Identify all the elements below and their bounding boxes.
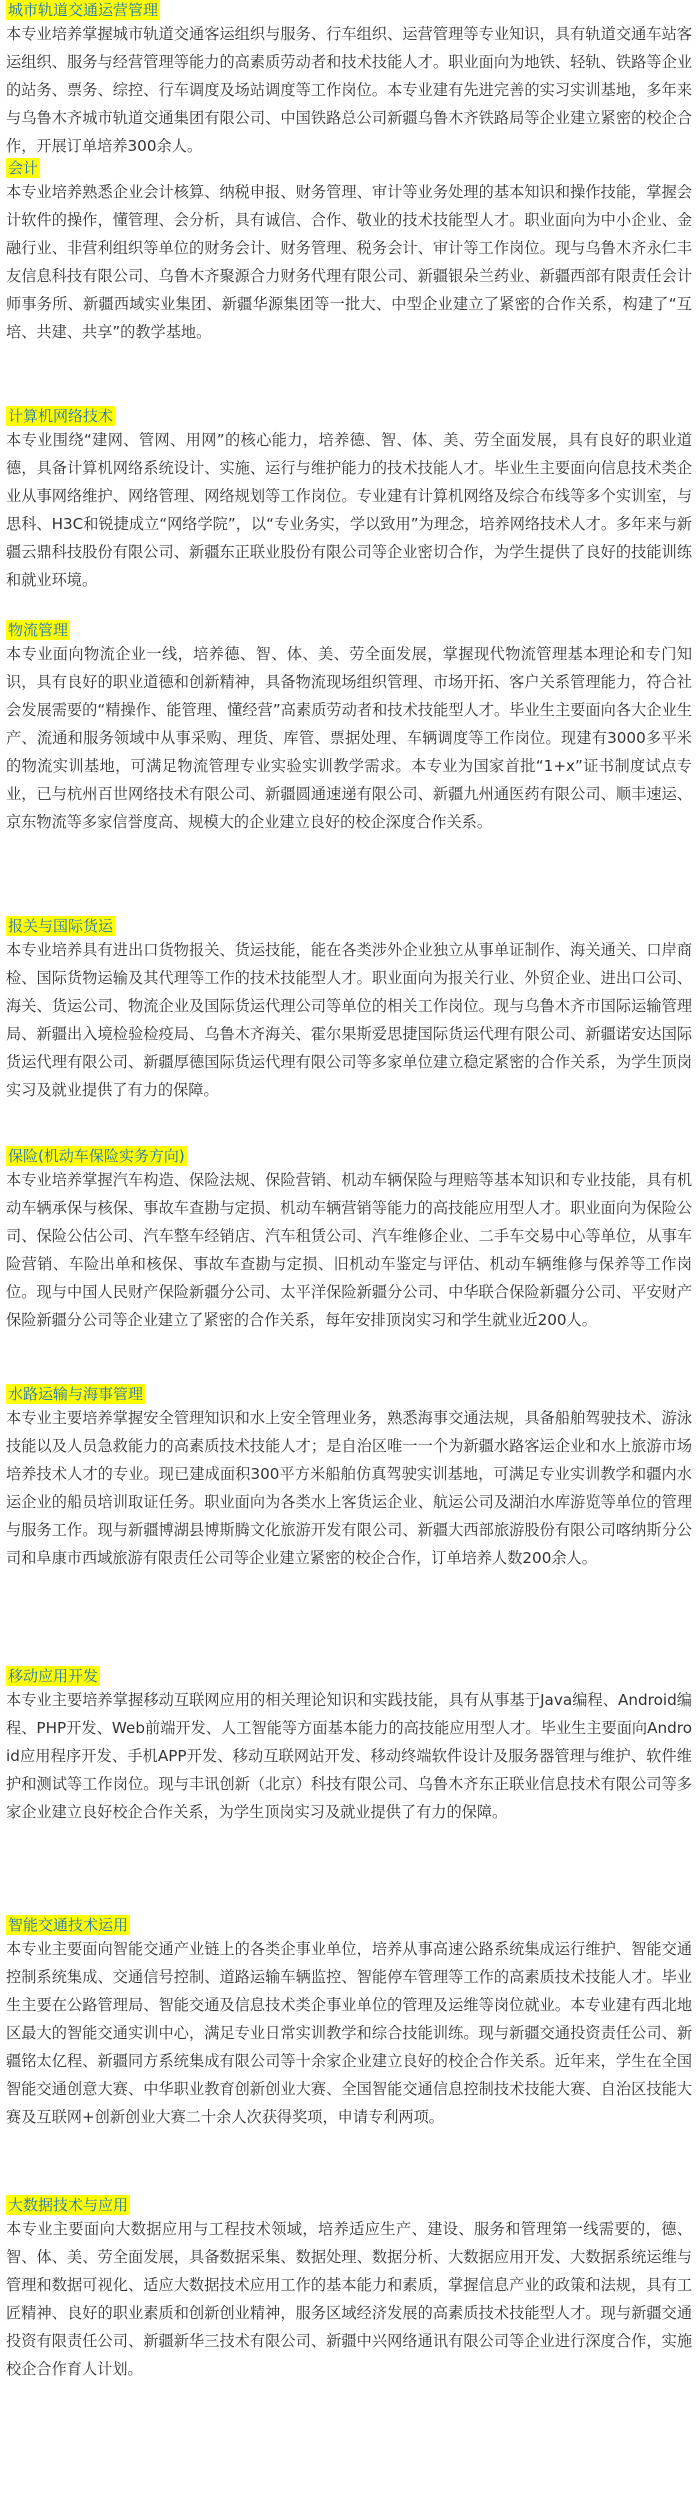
section-body: 本专业主要培养掌握移动互联网应用的相关理论知识和实践技能，具有从事基于Java编程、Android编程、PHP开发、Web前端开发、人工智能等方面基本能力的高技能应用型人才。毕业生主要面向Android应用程序开发、手机APP开发、移动互联网站开发、移动终端软件设计及服务器管理与维护、软件维护和测试等工作岗位。现与丰讯创新（北京）科技有限公司、乌鲁木齐东正联业信息技术有限公司等多家企业建立良好校企合作关系，为学生顶岗实习及就业提供了有力的保障。 bbox=[6, 1691, 692, 1821]
section-urban-rail bbox=[6, 0, 692, 158]
section-computer-network bbox=[6, 406, 692, 620]
section-smart-transport bbox=[6, 1915, 692, 2195]
section-mobile-dev bbox=[6, 1666, 692, 1915]
section-title: 物流管理 bbox=[8, 621, 69, 639]
section-title: 计算机网络技术 bbox=[8, 407, 114, 425]
section-waterway bbox=[6, 1384, 692, 1666]
section-body: 本专业主要面向大数据应用与工程技术领域，培养适应生产、建设、服务和管理第一线需要的，德、智、体、美、劳全面发展，具备数据采集、数据处理、数据分析、大数据应用开发、大数据系统运维与管理和数据可视化、适应大数据技术应用工作的基本能力和素质，掌握信息产业的政策和法规，具有工匠精神、良好的职业素质和创新创业精神，服务区域经济发展的高素质技术技能型人才。现与新疆交通投资有限责任公司、新疆新华三技术有限公司、新疆中兴网络通讯有限公司等企业进行深度合作，实施校企合作育人计划。 bbox=[6, 2220, 692, 2378]
section-title: 保险(机动车保险实务方向) bbox=[8, 1147, 185, 1165]
section-body: 本专业培养具有进出口货物报关、货运技能，能在各类涉外企业独立从事单证制作、海关通关、口岸商检、国际货物运输及其代理等工作的技术技能型人才。职业面向为报关行业、外贸企业、进出口公司、海关、货运公司、物流企业及国际货运代理公司等单位的相关工作岗位。现与乌鲁木齐市国际运输管理局、新疆出入境检验检疫局、乌鲁木齐海关、霍尔果斯爱思捷国际货运代理有限公司、新疆诺安达国际货运代理有限公司、新疆厚德国际货运代理有限公司等多家单位建立稳定紧密的合作关系，为学生顶岗实习及就业提供了有力的保障。 bbox=[6, 941, 692, 1099]
section-title: 会计 bbox=[8, 159, 39, 177]
section-title: 报关与国际货运 bbox=[8, 917, 114, 935]
section-logistics bbox=[6, 620, 692, 916]
section-accounting bbox=[6, 158, 692, 406]
section-insurance bbox=[6, 1146, 692, 1384]
section-title: 城市轨道交通运营管理 bbox=[8, 1, 159, 19]
section-body: 本专业培养掌握城市轨道交通客运组织与服务、行车组织、运营管理等专业知识，具有轨道交通车站客运组织、服务与经营管理等能力的高素质劳动者和技术技能人才。职业面向为地铁、轻轨、铁路等企业的站务、票务、综控、行车调度及场站调度等工作岗位。本专业建有先进完善的实习实训基地，多年来与乌鲁木齐城市轨道交通集团有限公司、中国铁路总公司新疆乌鲁木齐铁路局等企业建立紧密的校企合作，开展订单培养300余人。 bbox=[6, 25, 692, 155]
section-body: 本专业主要培养掌握安全管理知识和水上安全管理业务，熟悉海事交通法规，具备船舶驾驶技术、游泳技能以及人员急救能力的高素质技术技能人才；是自治区唯一一个为新疆水路客运企业和水上旅游市场培养技术人才的专业。现已建成面积300平方米船舶仿真驾驶实训基地，可满足专业实训教学和疆内水运企业的船员培训取证任务。职业面向为各类水上客货运企业、航运公司及湖泊水库游览等单位的管理与服务工作。现与新疆博湖县博斯腾文化旅游开发有限公司、新疆大西部旅游股份有限公司喀纳斯分公司和阜康市西域旅游有限责任公司等企业建立紧密的校企合作，订单培养人数200余人。 bbox=[6, 1409, 692, 1567]
section-body: 本专业培养熟悉企业会计核算、纳税申报、财务管理、审计等业务处理的基本知识和操作技能，掌握会计软件的操作，懂管理、会分析，具有诚信、合作、敬业的技术技能型人才。职业面向为中小企业、金融行业、非营利组织等单位的财务会计、财务管理、税务会计、审计等工作岗位。现与乌鲁木齐永仁丰友信息科技有限公司、乌鲁木齐聚源合力财务代理有限公司、新疆银朵兰药业、新疆西部有限责任会计师事务所、新疆西域实业集团、新疆华源集团等一批大、中型企业建立了紧密的合作关系，构建了“互培、共建、共享”的教学基地。 bbox=[6, 183, 692, 341]
section-body: 本专业围绕“建网、管网、用网”的核心能力，培养德、智、体、美、劳全面发展，具有良好的职业道德，具备计算机网络系统设计、实施、运行与维护能力的技术技能人才。毕业生主要面向信息技术类企业从事网络维护、网络管理、网络规划等工作岗位。专业建有计算机网络及综合布线等多个实训室，与思科、H3C和锐捷成立“网络学院”，以“专业务实，学以致用”为理念，培养网络技术人才。多年来与新疆云鼎科技股份有限公司、新疆东正联业股份有限公司等企业密切合作，为学生提供了良好的技能训练和就业环境。 bbox=[6, 431, 692, 589]
section-big-data bbox=[6, 2195, 692, 2383]
section-body: 本专业面向物流企业一线，培养德、智、体、美、劳全面发展，掌握现代物流管理基本理论和专门知识，具有良好的职业道德和创新精神，具备物流现场组织管理、市场开拓、客户关系管理能力，符合社会发展需要的“精操作、能管理、懂经营”高素质劳动者和技术技能型人才。毕业生主要面向各大企业生产、流通和服务领域中从事采购、理货、库管、票据处理、车辆调度等工作岗位。现建有3000多平米的物流实训基地，可满足物流管理专业实验实训教学需求。本专业为国家首批“1+x”证书制度试点专业，已与杭州百世网络技术有限公司、新疆圆通速递有限公司、新疆九州通医药有限公司、顺丰速运、京东物流等多家信誉度高、规模大的企业建立良好的校企深度合作关系。 bbox=[6, 645, 692, 831]
section-body: 本专业培养掌握汽车构造、保险法规、保险营销、机动车辆保险与理赔等基本知识和专业技能，具有机动车辆承保与核保、事故车查勘与定损、机动车辆营销等能力的高技能应用型人才。职业面向为保险公司、保险公估公司、汽车整车经销店、汽车租赁公司、汽车维修企业、二手车交易中心等单位，从事车险营销、车险出单和核保、事故车查勘与定损、旧机动车鉴定与评估、机动车辆维修与保养等工作岗位。现与中国人民财产保险新疆分公司、太平洋保险新疆分公司、中华联合保险新疆分公司、平安财产保险新疆分公司等企业建立了紧密的合作关系，每年安排顶岗实习和学生就业近200人。 bbox=[6, 1171, 692, 1329]
section-title: 水路运输与海事管理 bbox=[8, 1385, 144, 1403]
section-body: 本专业主要面向智能交通产业链上的各类企事业单位，培养从事高速公路系统集成运行维护、智能交通控制系统集成、交通信号控制、道路运输车辆监控、智能停车管理等工作的高素质技术技能人才。毕业生主要在公路管理局、智能交通及信息技术类企事业单位的管理及运维等岗位就业。本专业建有西北地区最大的智能交通实训中心，满足专业日常实训教学和综合技能训练。现与新疆交通投资责任公司、新疆铭太亿程、新疆同方系统集成有限公司等十余家企业建立良好的校企合作关系。近年来，学生在全国智能交通创意大赛、中华职业教育创新创业大赛、全国智能交通信息控制技术技能大赛、自治区技能大赛及互联网+创新创业大赛二十余人次获得奖项，申请专利两项。 bbox=[6, 1940, 692, 2126]
section-customs bbox=[6, 916, 692, 1146]
section-title: 智能交通技术运用 bbox=[8, 1916, 129, 1934]
section-title: 大数据技术与应用 bbox=[8, 2196, 129, 2214]
section-title: 移动应用开发 bbox=[8, 1667, 99, 1685]
